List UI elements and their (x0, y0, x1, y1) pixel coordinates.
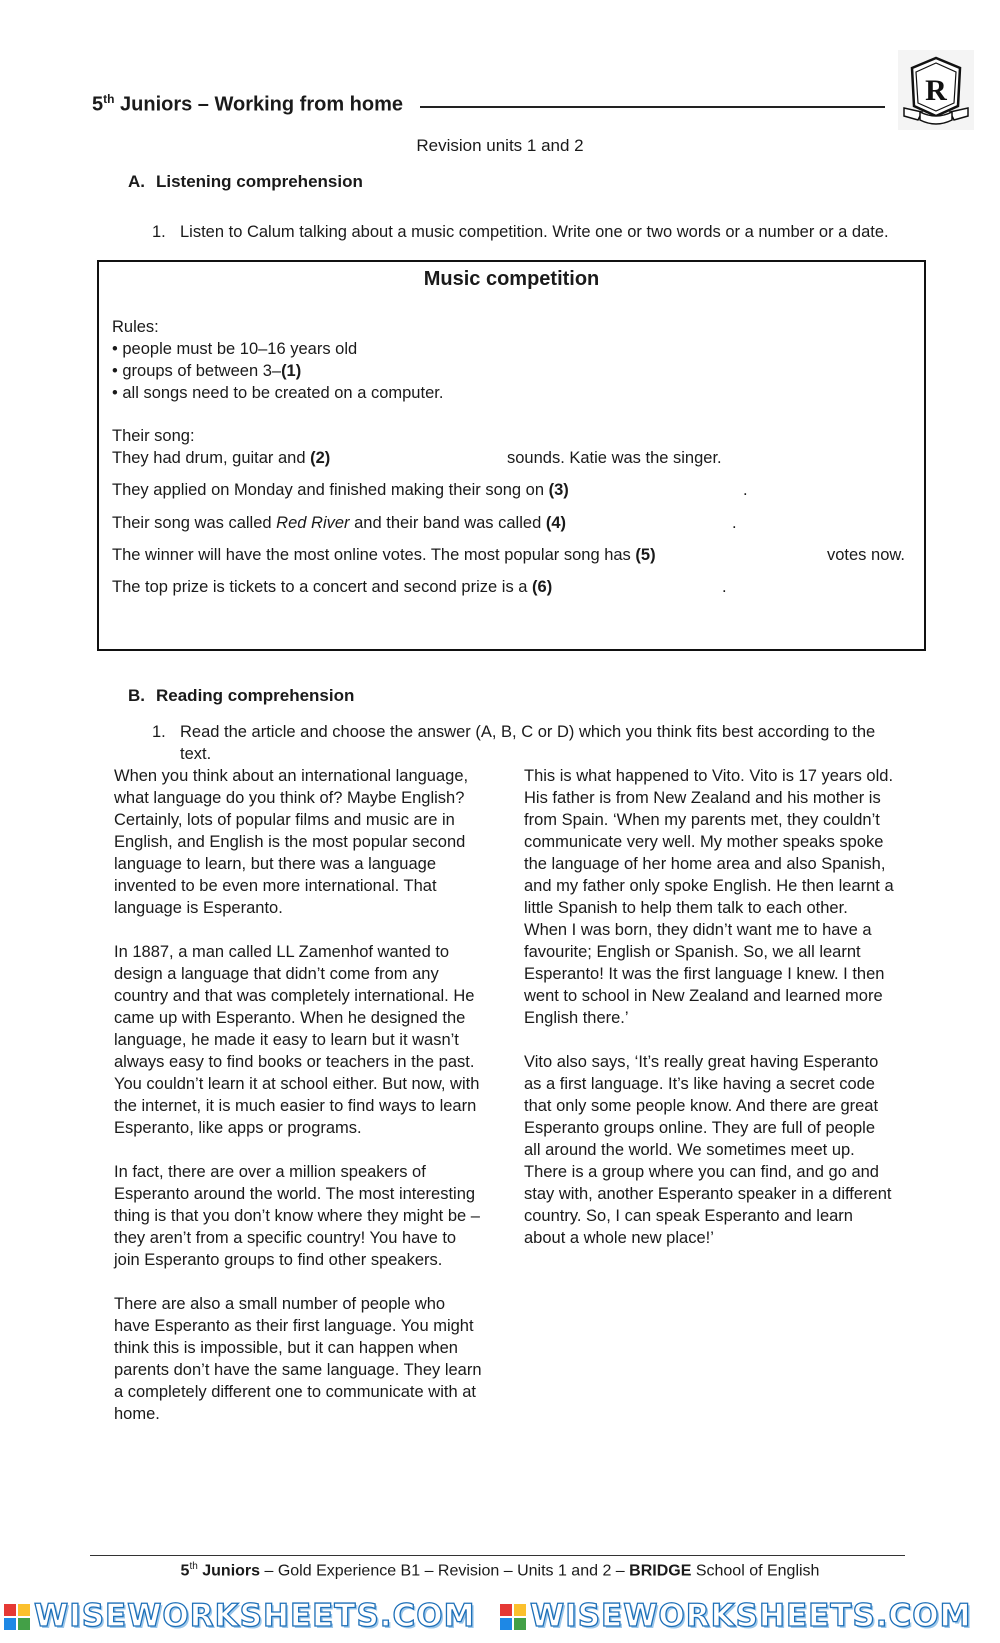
song-label: Their song: (112, 427, 195, 445)
title-rule (420, 106, 885, 108)
logo-letter: R (925, 74, 947, 107)
article-paragraph: This is what happened to Vito. Vito is 17 years old. His father is from New Zealand and his mother is from Spain. ‘When my parents met, they couldn’t communicate very well. My mother speaks spoke the language of her home area and also Spanish, and my father only spoke English. He then learnt a little Spanish to help them talk to each other. When I was born, they didn’t want me to have a favourite; English or Spanish. So, we all learnt Esperanto! It was the first language I knew. I then went to school in New Zealand and learned more English there.’ (524, 767, 894, 1027)
question-6-after: . (722, 578, 727, 596)
question-5-text: The winner will have the most online votes. The most popular song has (112, 546, 636, 564)
article-paragraph: There are also a small number of people who have Esperanto as their first language. You might think this is impossible, but it can happen when parents don’t have the same language. They learn a completely different one to communicate with at home. (114, 1295, 482, 1423)
footer-juniors: Juniors (197, 1562, 261, 1580)
rule-3: • all songs need to be created on a computer. (112, 384, 444, 402)
question-2-after: sounds. Katie was the singer. (507, 449, 722, 467)
question-6 (112, 576, 552, 598)
question-4-mid: and their band was called (349, 514, 546, 532)
question-2-text: They had drum, guitar and (112, 449, 311, 467)
box-title: Music competition (423, 268, 600, 290)
title-superscript: th (103, 92, 115, 106)
section-a-title: Listening comprehension (156, 172, 363, 191)
article-paragraph: When you think about an international language, what language do you think of? Maybe English? Certainly, lots of popular films and music are in English, and English is the most popular second language to learn, but there was a language invented to be even more international. That language is Esperanto. (114, 767, 469, 917)
watermark-text: WISEWORKSHEETS.COM (34, 1598, 476, 1634)
gap-6-label: (6) (532, 578, 553, 596)
footer-ordinal: 5 (180, 1562, 190, 1580)
title-ordinal: 5 (92, 93, 104, 116)
section-b-instruction-line-1: Read the article and choose the answer (A, B, C or D) which you think fits best according to the (180, 723, 876, 741)
rules-label: Rules: (112, 318, 159, 336)
song-name: Red River (276, 514, 350, 532)
section-b-letter: B. (128, 686, 145, 705)
question-3-after: . (743, 481, 748, 499)
question-4 (112, 512, 566, 534)
footer-sup: th (189, 1561, 198, 1572)
page-footer (0, 1561, 1000, 1580)
section-b-instruction (152, 721, 875, 765)
section-a-instruction-text: Listen to Calum talking about a music competition. Write one or two words or a number or a date. (180, 223, 889, 241)
school-logo (898, 50, 974, 130)
wisewsheets-logo-icon (4, 1604, 30, 1630)
rule-1: • people must be 10–16 years old (112, 340, 358, 358)
gap-5-label: (5) (635, 546, 656, 564)
article-paragraph: In 1887, a man called LL Zamenhof wanted to design a language that didn’t come from any country and that was completely international. He came up with Esperanto. When he designed the language, he made it easy to learn but it wasn’t always easy to find books or teachers in the past. You couldn’t learn it at school either. But now, with the internet, it is much easier to find ways to learn Esperanto, like apps or programs. (114, 943, 480, 1137)
article-paragraph: Vito also says, ‘It’s really great having Esperanto as a first language. It’s like having a secret code that only some people know. And there are great Esperanto groups online. They are full of people all around the world. We sometimes meet up. There is a group where you can find, and go and stay with, another Esperanto speaker in a different country. So, I can speak Esperanto and learn about a whole new place!’ (524, 1053, 892, 1247)
question-3-text: They applied on Monday and finished making their song on (112, 481, 549, 499)
gap-4-label: (4) (545, 514, 566, 532)
section-a-instruction (152, 223, 889, 242)
section-b-title: Reading comprehension (156, 686, 355, 705)
rule-2 (112, 360, 301, 382)
section-a-letter: A. (128, 172, 145, 191)
wisewsheets-logo-icon (500, 1604, 526, 1630)
question-4-text: Their song was called (112, 514, 277, 532)
watermark-band (0, 1598, 1000, 1643)
question-5 (112, 544, 656, 566)
footer-school-suffix: School of English (691, 1562, 820, 1580)
article-right-column (524, 765, 894, 1271)
page-title (92, 92, 403, 117)
article-left-column (114, 765, 484, 1447)
question-2 (112, 447, 330, 469)
section-a-item-number: 1. (152, 223, 166, 241)
subtitle: Revision units 1 and 2 (416, 136, 584, 155)
rule-2-text: • groups of between 3– (112, 362, 282, 380)
question-4-after: . (732, 514, 737, 532)
watermark-text: WISEWORKSHEETS.COM (530, 1598, 972, 1634)
question-3 (112, 479, 569, 501)
gap-2-label: (2) (310, 449, 331, 467)
gap-1-label: (1) (281, 362, 302, 380)
section-a-heading (128, 172, 363, 192)
section-b-heading (128, 686, 354, 706)
footer-rule (90, 1555, 905, 1556)
footer-school-name: BRIDGE (629, 1562, 692, 1580)
section-b-item-number: 1. (152, 723, 166, 741)
gap-3-label: (3) (548, 481, 569, 499)
question-5-after: votes now. (827, 546, 905, 564)
section-b-instruction-line-2: text. (180, 745, 212, 763)
title-text: Juniors – Working from home (114, 93, 404, 116)
question-6-text: The top prize is tickets to a concert and second prize is a (112, 578, 533, 596)
article-paragraph: In fact, there are over a million speakers of Esperanto around the world. The most interesting thing is that you don’t know where they might be – they aren’t from a specific country! You have to join Esperanto groups to find other speakers. (114, 1163, 480, 1269)
footer-course: – Gold Experience B1 – Revision – Units 1 and 2 – (260, 1562, 630, 1580)
